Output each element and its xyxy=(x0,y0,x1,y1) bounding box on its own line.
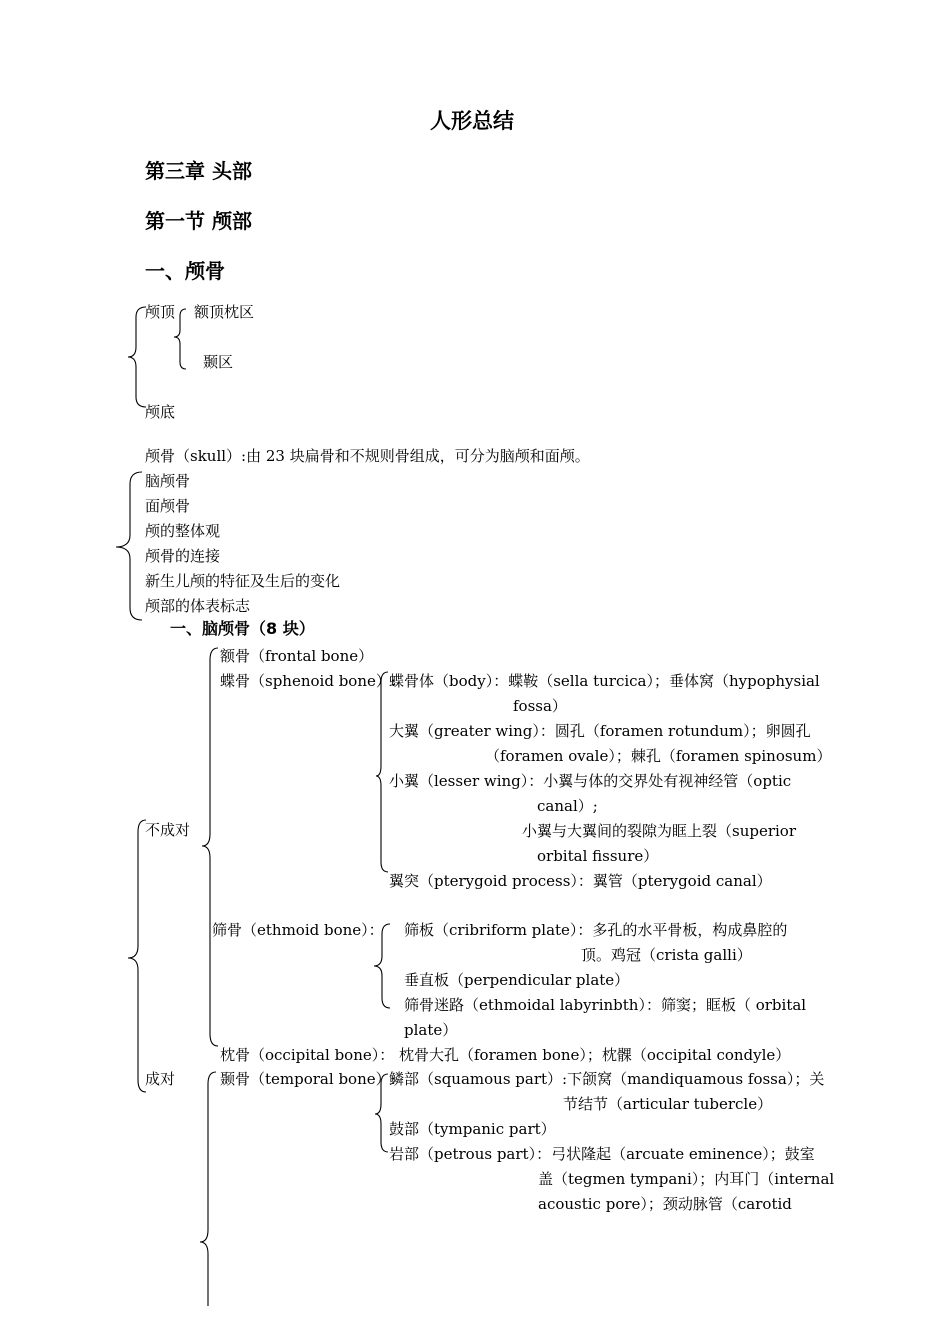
temporal-squamous-cont: 节结节（articular tubercle） xyxy=(563,1095,773,1113)
subheading-neurocranium: 一、脑颅骨（8 块） xyxy=(170,619,315,638)
temporal-petrous-cont: acoustic pore）；颈动脉管（carotid xyxy=(538,1195,792,1213)
brace-vault xyxy=(174,309,186,369)
sphenoid-body-cont: fossa） xyxy=(513,697,567,715)
brace-cranium xyxy=(128,307,146,407)
sphenoid-lesser-wing-cont: canal）; xyxy=(537,797,598,815)
sphenoid-pterygoid: 翼突（pterygoid process）：翼管（pterygoid canal） xyxy=(389,872,772,890)
brace-unpaired xyxy=(202,648,218,1046)
bone-occipital: 枕骨（occipital bone）： 枕骨大孔（foramen bone）；枕髁（occipital condyle） xyxy=(220,1046,791,1064)
sphenoid-orbital-fissure-cont: orbital fissure） xyxy=(537,847,659,865)
temporal-tympanic: 鼓部（tympanic part） xyxy=(389,1120,556,1138)
sphenoid-greater-wing: 大翼（greater wing）：圆孔（foramen rotundum）；卵圆孔 xyxy=(389,722,811,740)
tree-vault-temporal: 颞区 xyxy=(203,353,234,371)
ethmoid-labyrinth-cont: plate） xyxy=(404,1021,458,1039)
sphenoid-lesser-wing: 小翼（lesser wing）：小翼与体的交界处有视神经管（optic xyxy=(389,772,792,790)
ethmoid-perpendicular: 垂直板（perpendicular plate） xyxy=(404,971,630,989)
brace-bone-pairing xyxy=(128,820,146,1092)
list-item: 脑颅骨 xyxy=(145,472,191,490)
section-heading: 第一节 颅部 xyxy=(145,209,252,233)
list-item: 面颅骨 xyxy=(145,497,191,515)
brace-paired xyxy=(200,1072,216,1306)
sphenoid-orbital-fissure: 小翼与大翼间的裂隙为眶上裂（superior xyxy=(522,822,797,840)
list-item: 颅骨的连接 xyxy=(145,547,221,565)
tree-vault: 颅顶 xyxy=(145,303,176,321)
label-unpaired: 不成对 xyxy=(145,821,191,839)
ethmoid-labyrinth: 筛骨迷路（ethmoidal labyrinbth）：筛窦；眶板（ orbital xyxy=(404,996,807,1014)
tree-vault-frontoparietooccipital: 额顶枕区 xyxy=(194,303,255,321)
ethmoid-cribriform-cont: 顶。鸡冠（crista galli） xyxy=(581,946,752,964)
tree-base: 颅底 xyxy=(145,403,176,421)
intro-paragraph: 颅骨（skull）:由 23 块扁骨和不规则骨组成，可分为脑颅和面颅。 xyxy=(145,447,590,465)
chapter-heading: 第三章 头部 xyxy=(145,159,252,183)
list-item: 颅的整体观 xyxy=(145,522,221,540)
temporal-petrous-cont: 盖（tegmen tympani）；内耳门（internal xyxy=(538,1170,835,1188)
brace-list xyxy=(116,472,142,620)
sphenoid-body: 蝶骨体（body）：蝶鞍（sella turcica）；垂体窝（hypophysial xyxy=(389,672,820,690)
bone-frontal: 额骨（frontal bone） xyxy=(220,647,374,665)
list-item: 颅部的体表标志 xyxy=(145,597,251,615)
temporal-petrous: 岩部（petrous part）：弓状隆起（arcuate eminence）；鼓室 xyxy=(389,1145,815,1163)
subsection-heading: 一、颅骨 xyxy=(145,259,225,283)
ethmoid-cribriform: 筛板（cribriform plate）：多孔的水平骨板，构成鼻腔的 xyxy=(404,921,788,939)
brace-sphenoid xyxy=(376,672,388,872)
temporal-squamous: 鳞部（squamous part）:下颌窝（mandiquamous fossa）；关 xyxy=(389,1070,825,1088)
bone-temporal: 颞骨（temporal bone）: xyxy=(220,1070,396,1088)
bone-ethmoid: 筛骨（ethmoid bone）： xyxy=(212,921,384,939)
page-title: 人形总结 xyxy=(430,109,514,133)
bone-sphenoid: 蝶骨（sphenoid bone）: xyxy=(220,672,396,690)
sphenoid-greater-wing-cont: （foramen ovale）；棘孔（foramen spinosum） xyxy=(485,747,832,765)
label-paired: 成对 xyxy=(145,1070,176,1088)
list-item: 新生儿颅的特征及生后的变化 xyxy=(145,572,341,590)
